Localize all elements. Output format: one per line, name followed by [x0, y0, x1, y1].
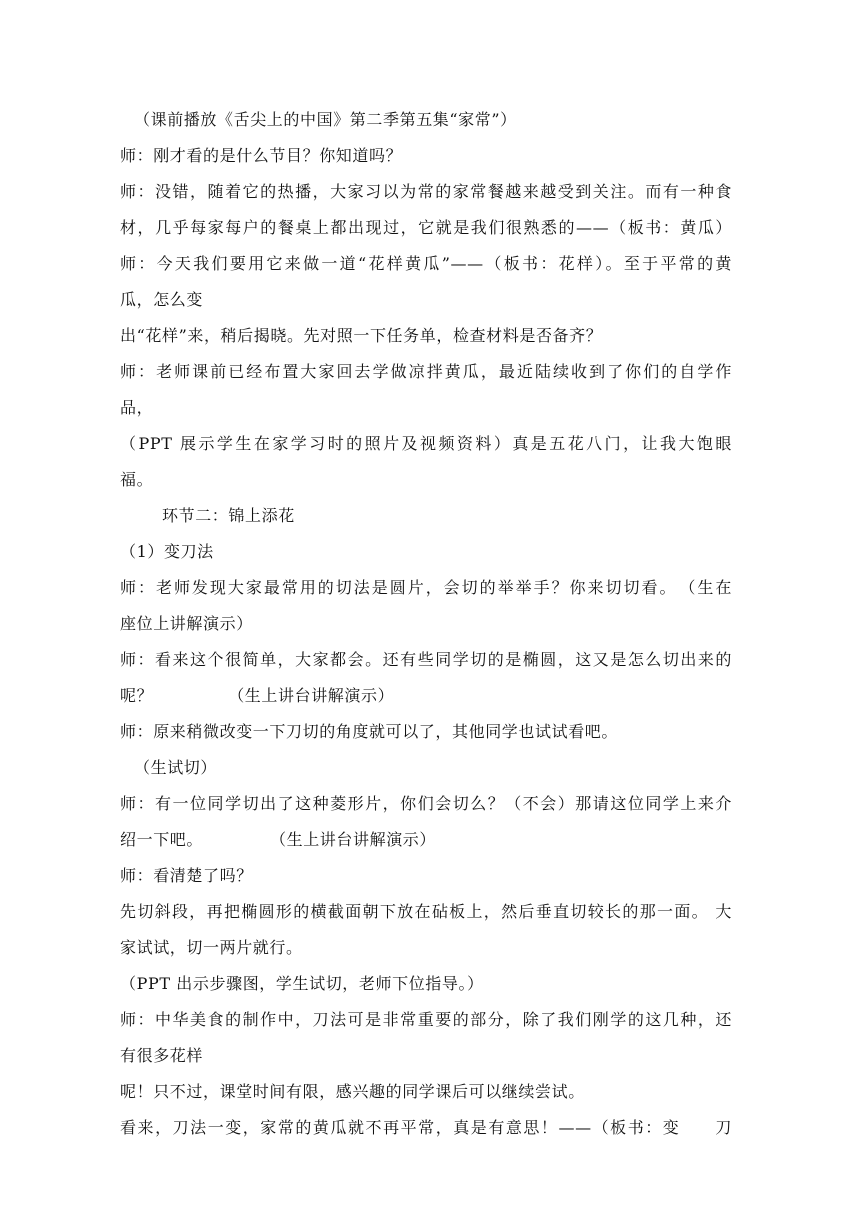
- text-line: 福。: [120, 470, 154, 489]
- text-line: 绍一下吧。 （生上讲台讲解演示）: [120, 830, 437, 849]
- text-line: 先切斜段，再把椭圆形的横截面朝下放在砧板上，然后垂直切较长的那一面。 大: [120, 902, 732, 921]
- text-line: 师：老师发现大家最常用的切法是圆片，会切的举举手？你来切切看。 （生在: [120, 578, 732, 597]
- text-line: 座位上讲解演示）: [120, 614, 253, 633]
- text-line: 师：看来这个很简单，大家都会。还有些同学切的是椭圆，这又是怎么切出来的: [120, 650, 732, 669]
- section-heading: 环节二：锦上添花: [162, 506, 295, 525]
- text-line: 师：原来稍微改变一下刀切的角度就可以了，其他同学也试试看吧。: [120, 722, 619, 741]
- text-line: 师：没错，随着它的热播，大家习以为常的家常餐越来越受到关注。而有一种食: [120, 182, 732, 201]
- text-line: （PPT 展示学生在家学习时的照片及视频资料）真是五花八门，让我大饱眼: [120, 434, 732, 453]
- text-line: 师：中华美食的制作中，刀法可是非常重要的部分，除了我们刚学的这几种，还: [120, 1010, 732, 1029]
- text-line: 呢？ （生上讲台讲解演示）: [120, 686, 395, 705]
- text-line: 瓜，怎么变: [120, 290, 204, 309]
- subsection-heading: （1）变刀法: [120, 542, 214, 561]
- text-line: 看来，刀法一变，家常的黄瓜就不再平常，真是有意思！——（板书：变 刀: [120, 1118, 732, 1137]
- text-line: 家试试，切一两片就行。: [120, 938, 303, 957]
- text-line: （生试切）: [134, 758, 218, 777]
- text-line: 出“花样”来，稍后揭晓。先对照一下任务单，检查材料是否备齐？: [120, 326, 603, 345]
- text-line: 师：刚才看的是什么节目？你知道吗？: [120, 146, 403, 165]
- text-line: （课前播放《舌尖上的中国》第二季第五集“家常”）: [134, 110, 517, 129]
- text-line: 师：有一位同学切出了这种菱形片，你们会切么？（不会）那请这位同学上来介: [120, 794, 732, 813]
- text-line: 有很多花样: [120, 1046, 204, 1065]
- text-line: 呢！只不过，课堂时间有限，感兴趣的同学课后可以继续尝试。: [120, 1082, 585, 1101]
- text-line: 师：老师课前已经布置大家回去学做凉拌黄瓜，最近陆续收到了你们的自学作: [120, 362, 732, 381]
- text-line: 师：看清楚了吗？: [120, 866, 253, 885]
- text-line: 品，: [120, 398, 154, 417]
- text-line: （PPT 出示步骤图，学生试切，老师下位指导。）: [120, 974, 484, 993]
- text-line: 材，几乎每家每户的餐桌上都出现过，它就是我们很熟悉的——（板书：黄瓜）: [120, 218, 732, 237]
- text-line: 师：今天我们要用它来做一道“花样黄瓜”——（板书：花样）。至于平常的黄: [120, 254, 732, 273]
